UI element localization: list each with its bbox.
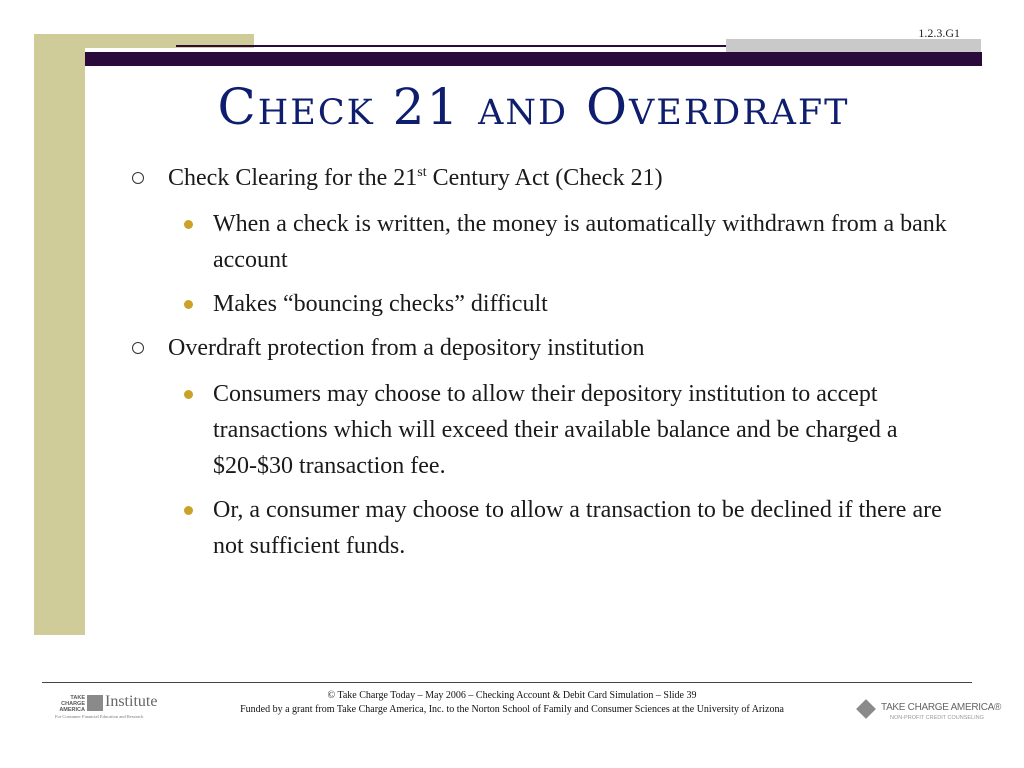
sub-bullet bbox=[174, 286, 950, 322]
logo-institute-name: Institute bbox=[105, 693, 158, 710]
dot-bullet-icon bbox=[184, 220, 193, 229]
sub-bullet bbox=[174, 206, 950, 278]
sub-bullet bbox=[174, 376, 950, 484]
footer bbox=[200, 689, 824, 717]
top-thin-rule bbox=[176, 45, 726, 47]
bullet-check21 bbox=[130, 160, 950, 196]
logo-square-icon bbox=[87, 695, 103, 711]
footer-funding: Funded by a grant from Take Charge America, Inc. to the Norton School of Family and Consumer Sciences at the University of Arizona bbox=[240, 704, 784, 715]
dot-bullet-icon bbox=[184, 390, 193, 399]
dot-bullet-icon bbox=[184, 300, 193, 309]
bullet-text: Century Act (Check 21) bbox=[426, 165, 663, 191]
slide-title: Check 21 and Overdraft bbox=[217, 78, 850, 136]
bullet-text: Check Clearing for the 21 bbox=[168, 165, 418, 191]
sub-bullet-text: Makes “bouncing checks” difficult bbox=[213, 291, 548, 317]
logo-small-text: TAKE CHARGE AMERICA bbox=[59, 695, 85, 713]
superscript: st bbox=[417, 165, 427, 180]
bullet-overdraft bbox=[130, 330, 950, 366]
top-dark-band bbox=[85, 52, 982, 66]
footer-copyright: © Take Charge Today – May 2006 – Checking Account & Debit Card Simulation – Slide 39 bbox=[327, 690, 697, 701]
logo-brand-tagline: NON-PROFIT CREDIT COUNSELING bbox=[890, 715, 984, 721]
take-charge-america-logo bbox=[856, 700, 1002, 726]
slide-content bbox=[130, 160, 950, 572]
left-accent-bar bbox=[34, 34, 85, 635]
institute-logo bbox=[55, 695, 160, 721]
logo-institute-tagline: For Consumer Financial Education and Research bbox=[55, 714, 144, 719]
logo-brand-name: TAKE CHARGE AMERICA® bbox=[881, 702, 1002, 713]
dot-bullet-icon bbox=[184, 506, 193, 515]
sub-bullet-text: Or, a consumer may choose to allow a transaction to be declined if there are not sufficient funds. bbox=[213, 497, 942, 559]
hollow-bullet-icon bbox=[132, 342, 144, 354]
bullet-text: Overdraft protection from a depository institution bbox=[168, 335, 645, 361]
hollow-bullet-icon bbox=[132, 172, 144, 184]
footer-rule bbox=[42, 682, 972, 683]
sub-bullet-text: When a check is written, the money is automatically withdrawn from a bank account bbox=[213, 211, 947, 273]
slide-code: 1.2.3.G1 bbox=[918, 26, 960, 40]
sub-bullet bbox=[174, 492, 950, 564]
sub-bullet-text: Consumers may choose to allow their depository institution to accept transactions which will exceed their available balance and be charged a $20-$30 transaction fee. bbox=[213, 381, 898, 479]
logo-diamond-icon bbox=[856, 699, 876, 719]
